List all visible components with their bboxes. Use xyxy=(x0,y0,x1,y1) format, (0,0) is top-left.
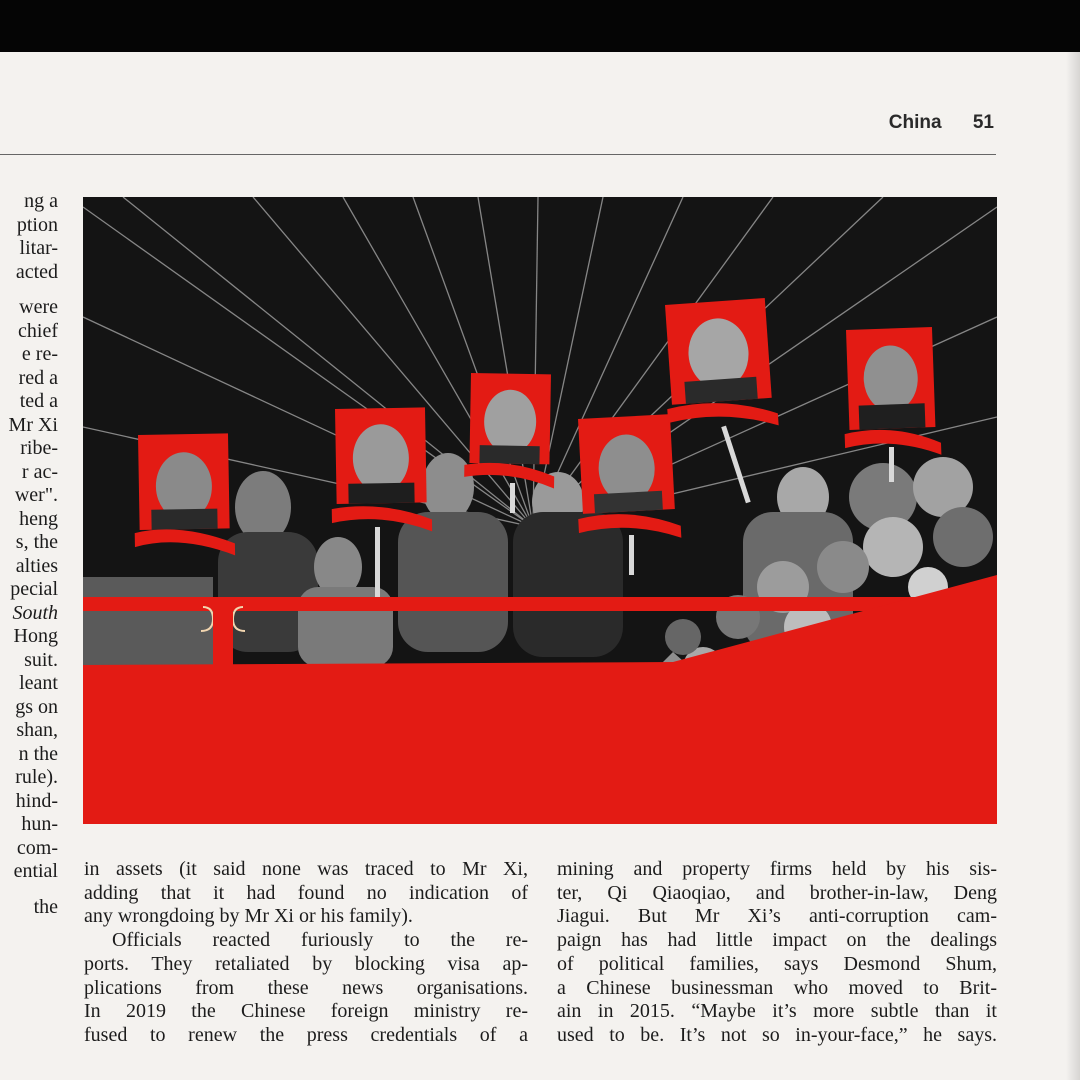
text-line: were xyxy=(19,296,58,318)
text-line: hind- xyxy=(15,789,58,812)
text-line: alties xyxy=(15,554,58,577)
collage-illustration xyxy=(83,197,997,824)
text-line: fused to renew the press credentials of a xyxy=(84,1023,528,1046)
page-header xyxy=(889,112,994,134)
header-rule xyxy=(0,154,996,155)
text-line: heng xyxy=(19,507,58,530)
text-line: shan, xyxy=(16,719,58,741)
text-line: wer". xyxy=(14,484,58,506)
text-line: South xyxy=(12,601,58,624)
text-line: Jiagui. But Mr Xi’s anti-corruption cam- xyxy=(557,905,997,928)
text-line: ain in 2015. “Maybe it’s more subtle than it xyxy=(557,1000,997,1023)
article-column-2 xyxy=(557,858,997,1048)
text-line: gs on xyxy=(15,695,58,718)
text-line: Hong xyxy=(13,625,58,647)
section-title: China xyxy=(888,112,942,133)
text-line: Officials reacted furiously to the re- xyxy=(112,929,528,952)
text-line: plications from these news organisations. xyxy=(84,976,528,999)
text-line: ted a xyxy=(19,390,58,412)
text-line: com- xyxy=(16,836,58,859)
text-line: In 2019 the Chinese foreign ministry re- xyxy=(84,1000,528,1023)
text-line: ng a xyxy=(24,190,58,212)
text-line: e re- xyxy=(21,343,58,365)
text-line: ports. They retaliated by blocking visa ap- xyxy=(84,952,528,975)
text-line: n the xyxy=(18,742,58,765)
text-line: suit. xyxy=(24,648,58,671)
text-line: litar- xyxy=(19,237,58,259)
text-line: in assets (it said none was traced to Mr Xi, xyxy=(84,858,528,880)
text-line: of political families, says Desmond Shum, xyxy=(557,952,997,975)
top-black-bar xyxy=(0,0,1080,52)
text-line: paign has had little impact on the dealings xyxy=(557,929,997,952)
text-line: adding that it had found no indication of xyxy=(84,881,528,904)
text-line: hun- xyxy=(21,813,58,835)
text-line: chief xyxy=(18,319,58,342)
left-column-fragment xyxy=(0,190,58,919)
text-line: ter, Qi Qiaoqiao, and brother-in-law, Deng xyxy=(557,881,997,904)
text-line: leant xyxy=(19,672,58,694)
text-line: used to be. It’s not so in-your-face,” he says. xyxy=(557,1023,997,1046)
text-line: pecial xyxy=(10,578,58,600)
article-column-1 xyxy=(84,858,528,1048)
text-line: red a xyxy=(18,366,58,389)
page-number: 51 xyxy=(972,112,994,133)
page-edge-shadow xyxy=(1066,52,1080,1080)
text-line: mining and property firms held by his sis- xyxy=(557,858,997,880)
text-line: any wrongdoing by Mr Xi or his family). xyxy=(84,905,413,928)
text-line: a Chinese businessman who moved to Brit- xyxy=(557,976,997,999)
text-line: r ac- xyxy=(21,460,58,483)
text-line: s, the xyxy=(15,531,58,553)
text-line: acted xyxy=(15,260,58,283)
text-line: ption xyxy=(16,213,58,236)
text-line: rule). xyxy=(15,766,58,788)
text-line: ribe- xyxy=(20,437,58,459)
text-line: ential xyxy=(13,860,58,882)
text-line: the xyxy=(33,895,58,918)
text-line: Mr Xi xyxy=(8,413,58,436)
